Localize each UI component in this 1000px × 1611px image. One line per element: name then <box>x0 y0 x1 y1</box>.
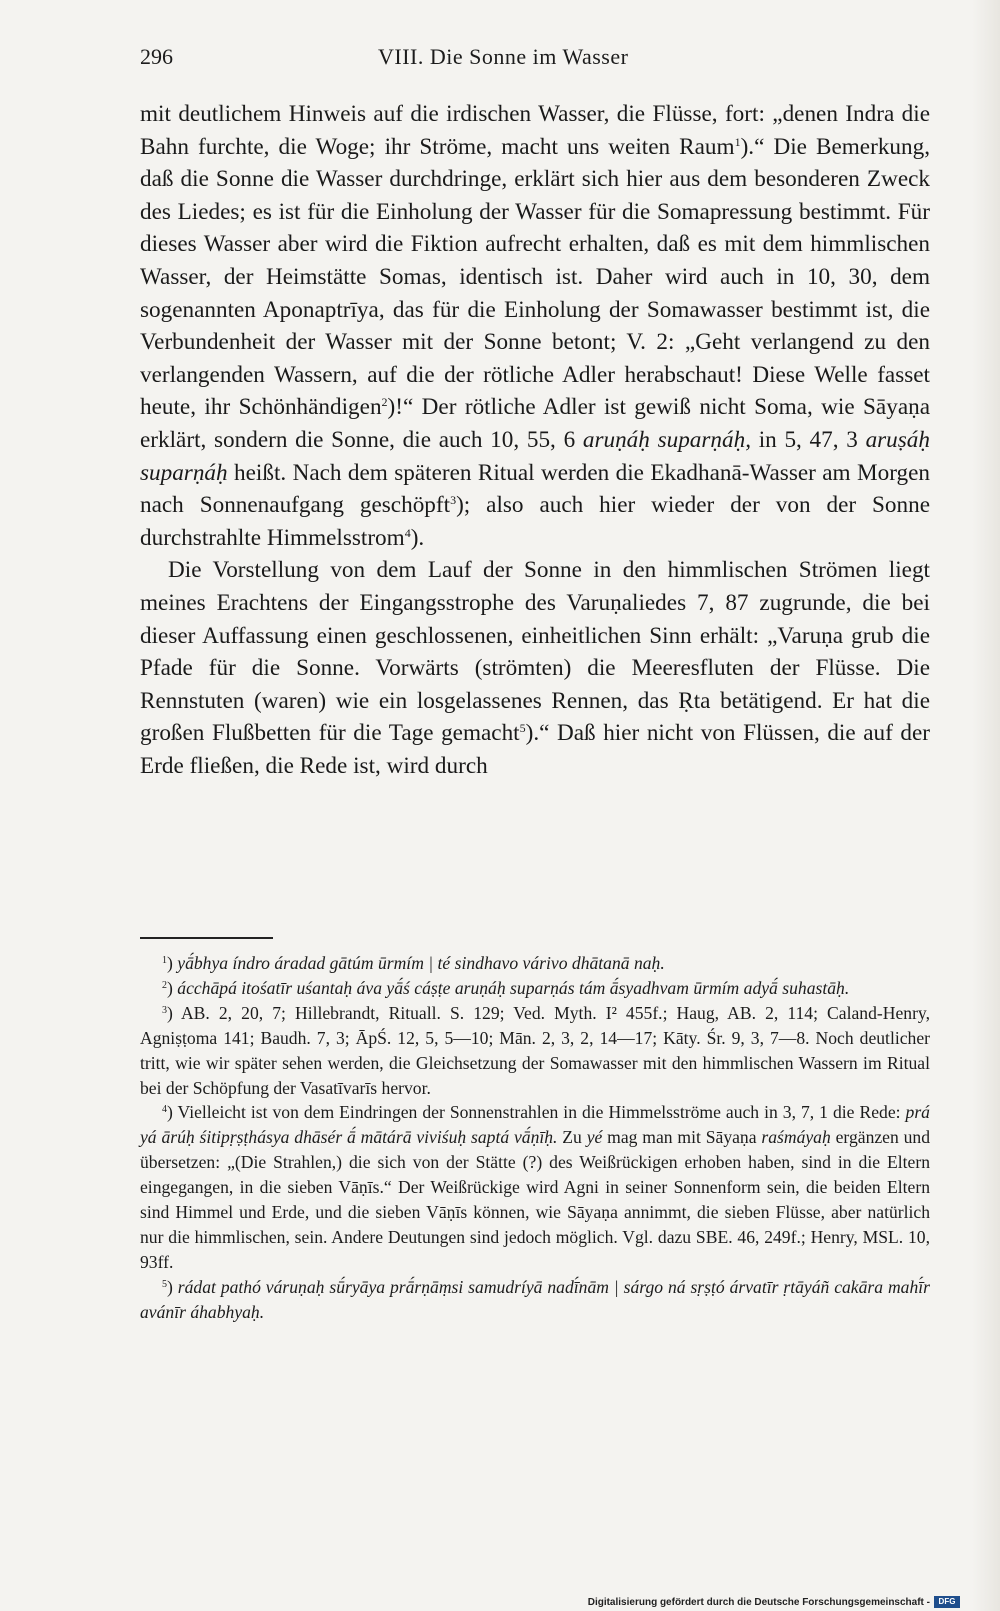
page-header <box>140 44 930 74</box>
paragraph-2: Die Vorstellung von dem Lauf der Sonne in den himmlischen Strömen liegt meines Erachtens der Eingangsstrophe des Varuṇaliedes 7, 87 zugrunde, die bei dieser Auffassung einen geschlossenen, einheitlichen Sinn erhält: „Varuṇa grub die Pfade für die Sonne. Vorwärts (strömten) die Meeresfluten der Flüsse. Die Rennstuten (waren) wie ein losgelassenes Rennen, das Ṛta betätigend. Er hat die großen Flußbetten für die Tage gemacht$^5$).“ Daß hier nicht von Flüssen, die auf der Erde fließen, die Rede ist, wird durch <box>140 557 931 779</box>
running-title: VIII. Die Sonne im Wasser <box>378 44 629 69</box>
paragraph-1: mit deutlichem Hinweis auf die irdischen Wasser, die Flüsse, fort: „denen Indra die Bahn furchte, die Woge; ihr Ströme, macht uns weiten Raum$^1$).“ Die Bemerkung, daß die Sonne die Wasser durchdringe, erklärt sich hier aus dem besonderen Zweck des Liedes; es ist für die Einholung der Wasser für die Somapressung bestimmt. Für dieses Wasser aber wird die Fiktion aufrecht erhalten, daß es mit dem himmlischen Wasser, der Heimstätte Somas, identisch ist. Daher wird auch in 10, 30, dem sogenannten Aponaptrīya, das für die Einholung der Somawasser bestimmt ist, die Verbundenheit der Wasser mit der Sonne betont; V. 2: „Geht verlangend zu den verlangenden Wassern, auf die der rötliche Adler herabschaut! Diese Welle fasset heute, ihr Schönhändigen$^2$)!“ Der rötliche Adler ist gewiß nicht Soma, wie Sāyaṇa erklärt, sondern die Sonne, die auch 10, 55, 6 aruṇáḥ suparṇáḥ, in 5, 47, 3 aruṣáḥ suparṇáḥ heißt. Nach dem späteren Ritual werden die Ekadhanā-Wasser am Morgen nach Sonnenaufgang geschöpft$^3$); also auch hier wieder der von der Sonne durchstrahlte Himmelsstrom$^4$). <box>140 101 930 551</box>
page-number: 296 <box>140 44 173 69</box>
footnote-3: $^3$) AB. 2, 20, 7; Hillebrandt, Rituall. S. 129; Ved. Myth. I² 455f.; Haug, AB. 2, 114; Caland-Henry, Agniṣṭoma 141; Baudh. 7, 3; ĀpŚ. 12, 5, 5—10; Mān. 2, 3, 2, 14—17; Kāty. Śr. 9, 3, 7—8. Noch deutlicher tritt, wie wir später sehen werden, die Gleichsetzung der Somawasser mit den himmlischen Wassern im Ritual bei der Schöpfung der Vasatīvarīs hervor. <box>140 1002 930 1098</box>
main-text <box>140 98 930 782</box>
digitization-credit <box>588 1596 960 1608</box>
footnote-separator <box>140 937 273 939</box>
footnote-1: $^1$) yā́bhya índro áradad gātúm ūrmím | té sindhavo várivo dhātanā naḥ. <box>162 953 665 973</box>
credit-text: Digitalisierung gefördert durch die Deutsche Forschungsgemeinschaft - <box>587 1596 930 1608</box>
footnotes <box>140 951 930 1325</box>
footnote-5: $^5$) rádat pathó váruṇaḥ sū́ryāya prā́rṇāṃsi samudríyā nadī́nām | sárgo ná sṛṣṭó árvatīr ṛtāyáñ cakāra mahī́r avánīr áhabhyaḥ. <box>140 1276 931 1322</box>
footnote-ref-4: 4 <box>404 525 411 540</box>
dfg-logo: DFG <box>934 1596 960 1608</box>
footnote-2: $^2$) ácchāpá itośatīr uśantaḥ áva yā́ś cáṣṭe aruṇáḥ suparṇás tám ā́syadhvam ūrmím adyā́ suhastāḥ. <box>162 977 850 998</box>
footnote-ref-5: 5 <box>519 721 526 736</box>
footnote-4: $^4$) Vielleicht ist von dem Eindringen der Sonnenstrahlen in die Himmelsströme auch in 3, 7, 1 die Rede: prá yá ārúḥ śitipṛṣṭhásya dhāsér ā́ mātárā viviśuḥ saptá vā́ṇīḥ. Zu yé mag man mit Sāyaṇa raśmáyaḥ ergänzen und übersetzen: „(Die Strahlen,) die sich von der Stätte (?) des Weißrückigen erhoben haben, sind in die Eltern eingegangen, in die sieben Vāṇīs.“ Der Weißrückige wird Agni in seiner Sonnenform sein, die beiden Eltern sind Himmel und Erde, und die sieben Vāṇīs können, wie Sāyaṇa annimmt, die sieben Flüsse, aber natürlich nur die himmlischen, sein. Andere Deutungen sind jedoch möglich. Vgl. dazu SBE. 46, 249f.; Henry, MSL. 10, 93ff. <box>140 1102 931 1272</box>
footnote-ref-2: 2 <box>381 395 388 410</box>
scan-edge-shadow <box>972 0 1000 1611</box>
footnote-ref-1: 1 <box>734 134 741 149</box>
footnote-ref-3: 3 <box>450 493 457 508</box>
